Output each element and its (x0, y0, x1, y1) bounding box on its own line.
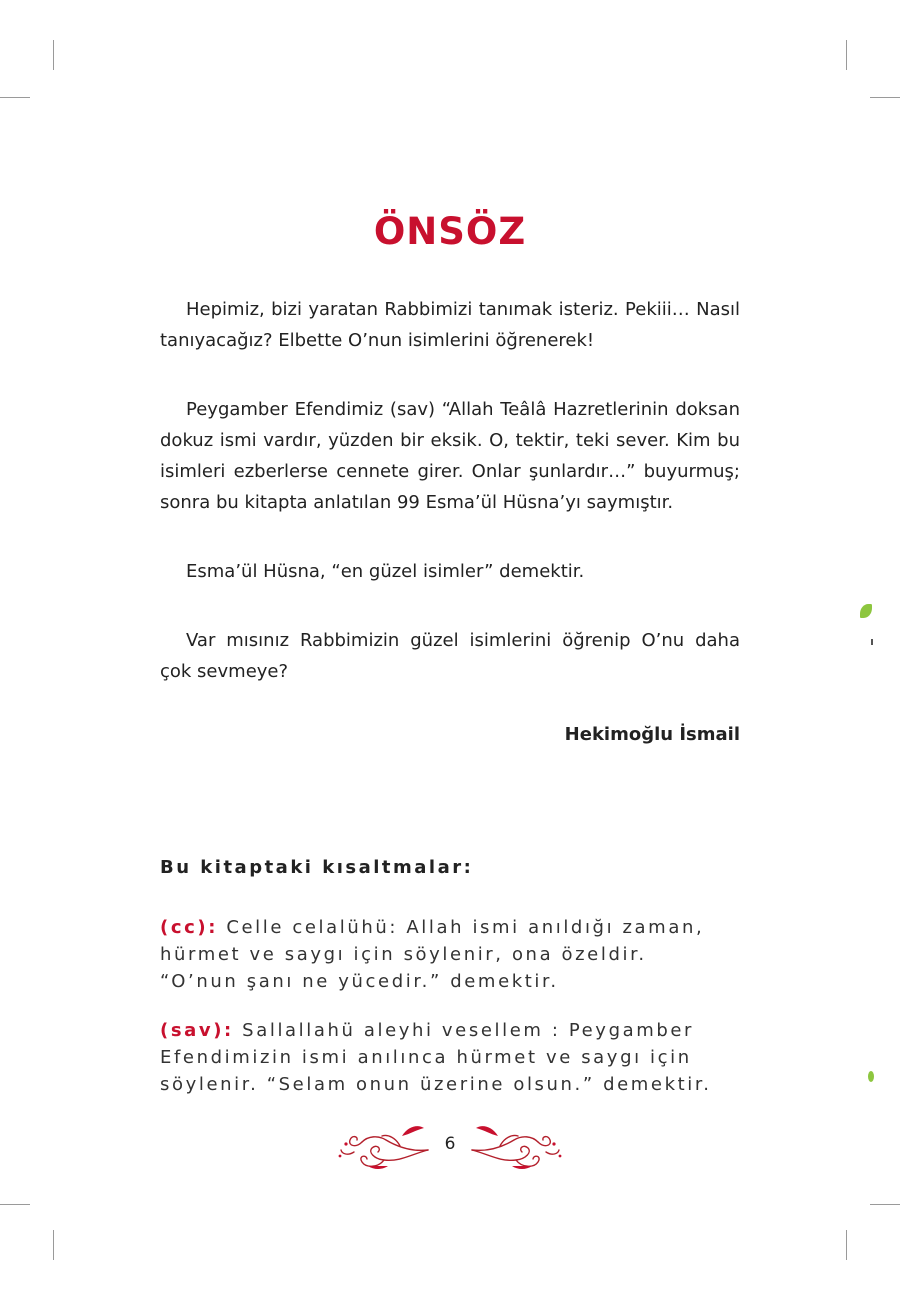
abbreviation-text: Sallallahü aleyhi vesellem : Peygamber Efendimizin ismi anılınca hürmet ve saygı için söylenir. “Selam onun üzerine olsun.” demektir. (160, 1020, 712, 1095)
author-signature: Hekimoğlu İsmail (564, 724, 740, 745)
preface-paragraph: Esma’ül Hüsna, “en güzel isimler” demektir. (186, 561, 585, 582)
crop-mark-top-right-vertical (846, 40, 847, 70)
leaf-stem-icon (871, 639, 873, 645)
abbreviation-item-sav (160, 1017, 720, 1098)
leaf-icon (868, 1071, 874, 1082)
preface-paragraph: Peygamber Efendimiz (sav) “Allah Teâlâ Hazretlerinin doksan dokuz ismi vardır, yüzden bir eksik. O, tektir, teki sever. Kim bu isimleri ezberlerse cennete girer. Onlar şunlardır…” buyurmuş; sonra bu kitapta anlatılan 99 Esma’ül Hüsna’yı saymıştır. (160, 399, 740, 513)
abbreviations-heading: Bu kitaptaki kısaltmalar: (160, 857, 474, 878)
preface-paragraph: Var mısınız Rabbimizin güzel isimlerini öğrenip O’nu daha çok sevmeye? (160, 630, 740, 682)
crop-mark-top-left-vertical (53, 40, 54, 70)
crop-mark-bottom-left-vertical (53, 1230, 54, 1260)
page-number: 6 (444, 1134, 456, 1154)
abbreviation-key: (cc): (160, 917, 218, 938)
preface-paragraph: Hepimiz, bizi yaratan Rabbimizi tanımak isteriz. Pekiii… Nasıl tanıyacağız? Elbette O’nun isimlerini öğrenerek! (160, 299, 740, 351)
crop-mark-bottom-right-horizontal (870, 1204, 900, 1205)
preface-body (160, 294, 740, 687)
floral-ornament-right-icon (470, 1124, 562, 1172)
abbreviation-text: Celle celalühü: Allah ismi anıldığı zaman, hürmet ve saygı için söylenir, ona özeldir. “O’nun şanı ne yücedir.” demektir. (160, 917, 705, 992)
crop-mark-bottom-left-horizontal (0, 1204, 30, 1205)
crop-mark-top-right-horizontal (870, 97, 900, 98)
crop-mark-top-left-horizontal (0, 97, 30, 98)
leaf-icon (860, 604, 872, 618)
crop-mark-bottom-right-vertical (846, 1230, 847, 1260)
abbreviation-item-cc (160, 914, 720, 995)
abbreviation-key: (sav): (160, 1020, 234, 1041)
page-title: ÖNSÖZ (373, 210, 527, 253)
